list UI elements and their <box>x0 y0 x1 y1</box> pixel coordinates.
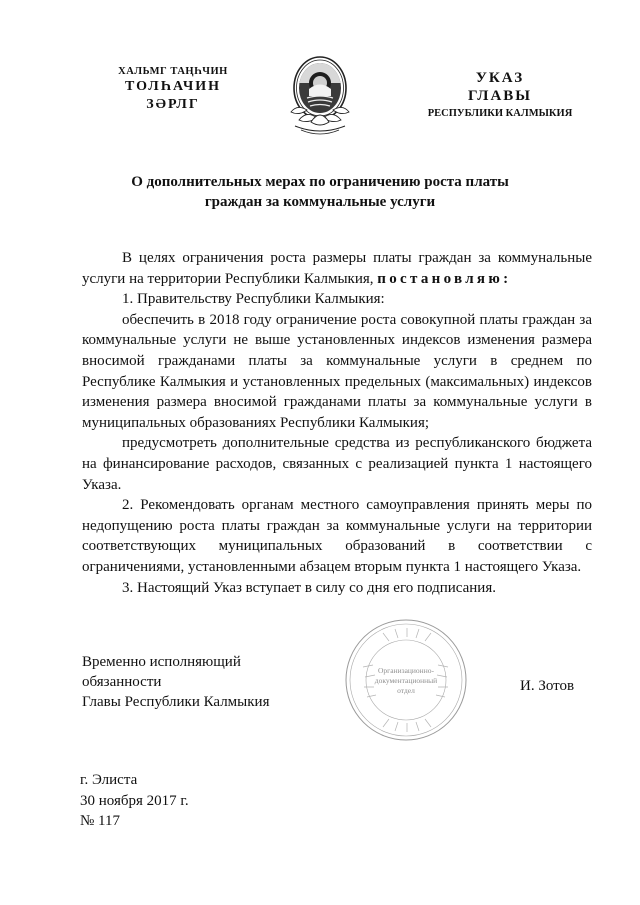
header-russian-line3: РЕСПУБЛИКИ КАЛМЫКИЯ <box>427 108 573 119</box>
issue-place: г. Элиста <box>80 772 138 788</box>
decree-body <box>82 248 592 598</box>
signatory-position <box>82 652 322 712</box>
document-title <box>80 172 560 212</box>
header-russian-line1: УКАЗ <box>475 70 525 86</box>
title-line1: О дополнительных мерах по ограничению роста платы <box>131 174 509 190</box>
preamble-text: В целях ограничения роста размеры платы граждан за коммунальные услуги на территории Республики Калмыкия, <box>82 250 592 287</box>
clause-2: 2. Рекомендовать органам местного самоуправления принять меры по недопущению роста платы граждан за коммунальные услуги на территории соответствующих муниципальных образований в соответствии с ограничениями, установленными абзацем вторым пункта 1 настоящего Указа. <box>82 497 592 575</box>
title-line2: граждан за коммунальные услуги <box>204 194 436 210</box>
issue-date: 30 ноября 2017 г. <box>80 792 189 809</box>
seal-line2: документационный <box>374 676 438 685</box>
clause-1-heading: 1. Правительству Республики Калмыкия: <box>122 291 385 308</box>
coat-of-arms-emblem <box>277 50 363 138</box>
signatory-position-line1: Временно исполняющий обязанности <box>82 654 241 690</box>
decree-keyword: постановляю: <box>377 270 512 287</box>
official-stamp-seal <box>343 617 469 743</box>
document-footer <box>80 770 189 832</box>
header-kalmyk-line1: ХАЛЬМГ ТАҢҺЧИН <box>118 66 228 77</box>
signatory-position-line2: Главы Республики Калмыкия <box>82 694 270 710</box>
signatory-name: И. Зотов <box>520 678 575 694</box>
seal-line1: Организационно- <box>378 666 434 675</box>
header-kalmyk <box>98 66 248 113</box>
header-kalmyk-line2: ТОЛҺАЧИН <box>124 79 222 94</box>
header-kalmyk-line3: ЗӘРЛГ <box>146 97 200 112</box>
clause-1-sub-2: предусмотреть дополнительные средства из республиканского бюджета на финансирование расходов, связанных с реализацией пункта 1 настоящего Указа. <box>82 435 592 493</box>
header-russian-line2: ГЛАВЫ <box>467 88 533 104</box>
seal-line3: отдел <box>397 686 415 695</box>
clause-3: 3. Настоящий Указ вступает в силу со дня его подписания. <box>122 579 496 596</box>
preamble-paragraph <box>82 248 592 289</box>
decree-number: № 117 <box>80 813 121 829</box>
clause-1-sub-1: обеспечить в 2018 году ограничение роста совокупной платы граждан за коммунальные услуги не выше установленных индексов изменения размера вносимой гражданами платы за коммунальные услуги в среднем по Республике Калмыкия и установленных предельных (максимальных) индексов изменения размера вносимой гражданами платы за коммунальные услуги в муниципальных образованиях Республики Калмыкия; <box>82 311 592 431</box>
header-russian <box>405 70 595 119</box>
